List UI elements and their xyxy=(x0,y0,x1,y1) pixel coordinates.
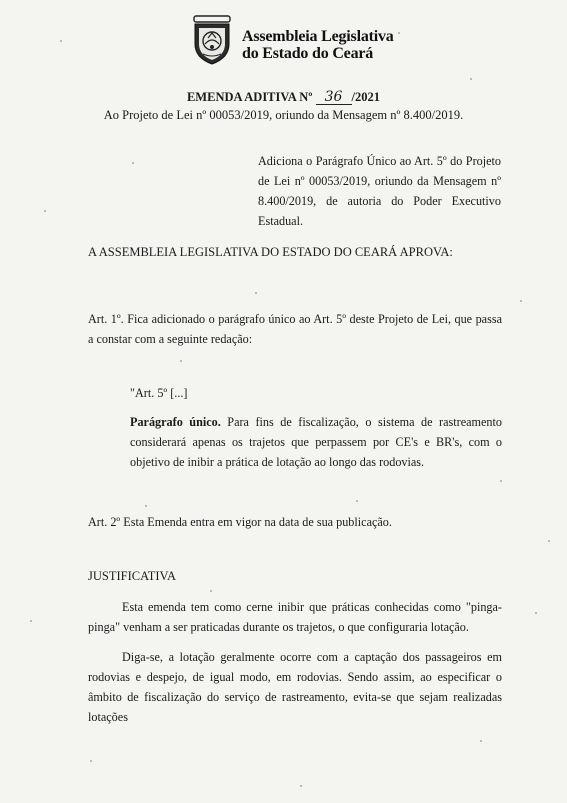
state-coat-of-arms-icon xyxy=(190,14,234,66)
quoted-article-header: "Art. 5º [...] xyxy=(130,386,188,400)
document-subtitle: Ao Projeto de Lei nº 00053/2019, oriundo da Mensagem nº 8.400/2019. xyxy=(103,108,464,122)
title-suffix: /2021 xyxy=(351,90,381,104)
title-prefix: EMENDA ADITIVA Nº xyxy=(186,90,313,104)
handwritten-number: 36 xyxy=(316,91,352,105)
organization-name-line1: Assembleia Legislativa xyxy=(242,28,394,45)
paragrafo-unico xyxy=(130,412,502,472)
article-1: Art. 1º. Fica adicionado o parágrafo único ao Art. 5º deste Projeto de Lei, que passa a constar com a seguinte redação: xyxy=(88,312,502,346)
justificativa-heading: JUSTIFICATIVA xyxy=(88,569,176,583)
ementa-summary: Adiciona o Parágrafo Único ao Art. 5º do Projeto de Lei nº 00053/2019, oriundo da Mensagem nº 8.400/2019, de autoria do Poder Executivo Estadual. xyxy=(258,154,501,228)
decree-line: A ASSEMBLEIA LEGISLATIVA DO ESTADO DO CEARÁ APROVA: xyxy=(88,245,453,259)
organization-name-line2: do Estado do Ceará xyxy=(242,45,374,62)
document-title xyxy=(0,90,567,105)
paragrafo-label: Parágrafo único. xyxy=(130,415,221,429)
justificativa-paragraph-2: Diga-se, a lotação geralmente ocorre com a captação dos passageiros em rodovias e despejo, de igual modo, em rodovias. Sendo assim, ao especificar o âmbito de fiscalização do serviço de rastreamento, evita-se que sejam realizadas lotações xyxy=(88,650,502,724)
paragrafo-text: Para fins de fiscalização, o sistema de rastreamento considerará apenas os trajetos que perpassem por CE's e BR's, com o objetivo de inibir a prática de lotação ao longo das rodovias. xyxy=(130,415,502,469)
justificativa-paragraph-1: Esta emenda tem como cerne inibir que práticas conhecidas como "pinga-pinga" venham a ser praticadas durante os trajetos, o que configuraria lotação. xyxy=(88,600,502,634)
article-2: Art. 2º Esta Emenda entra em vigor na data de sua publicação. xyxy=(88,515,392,529)
